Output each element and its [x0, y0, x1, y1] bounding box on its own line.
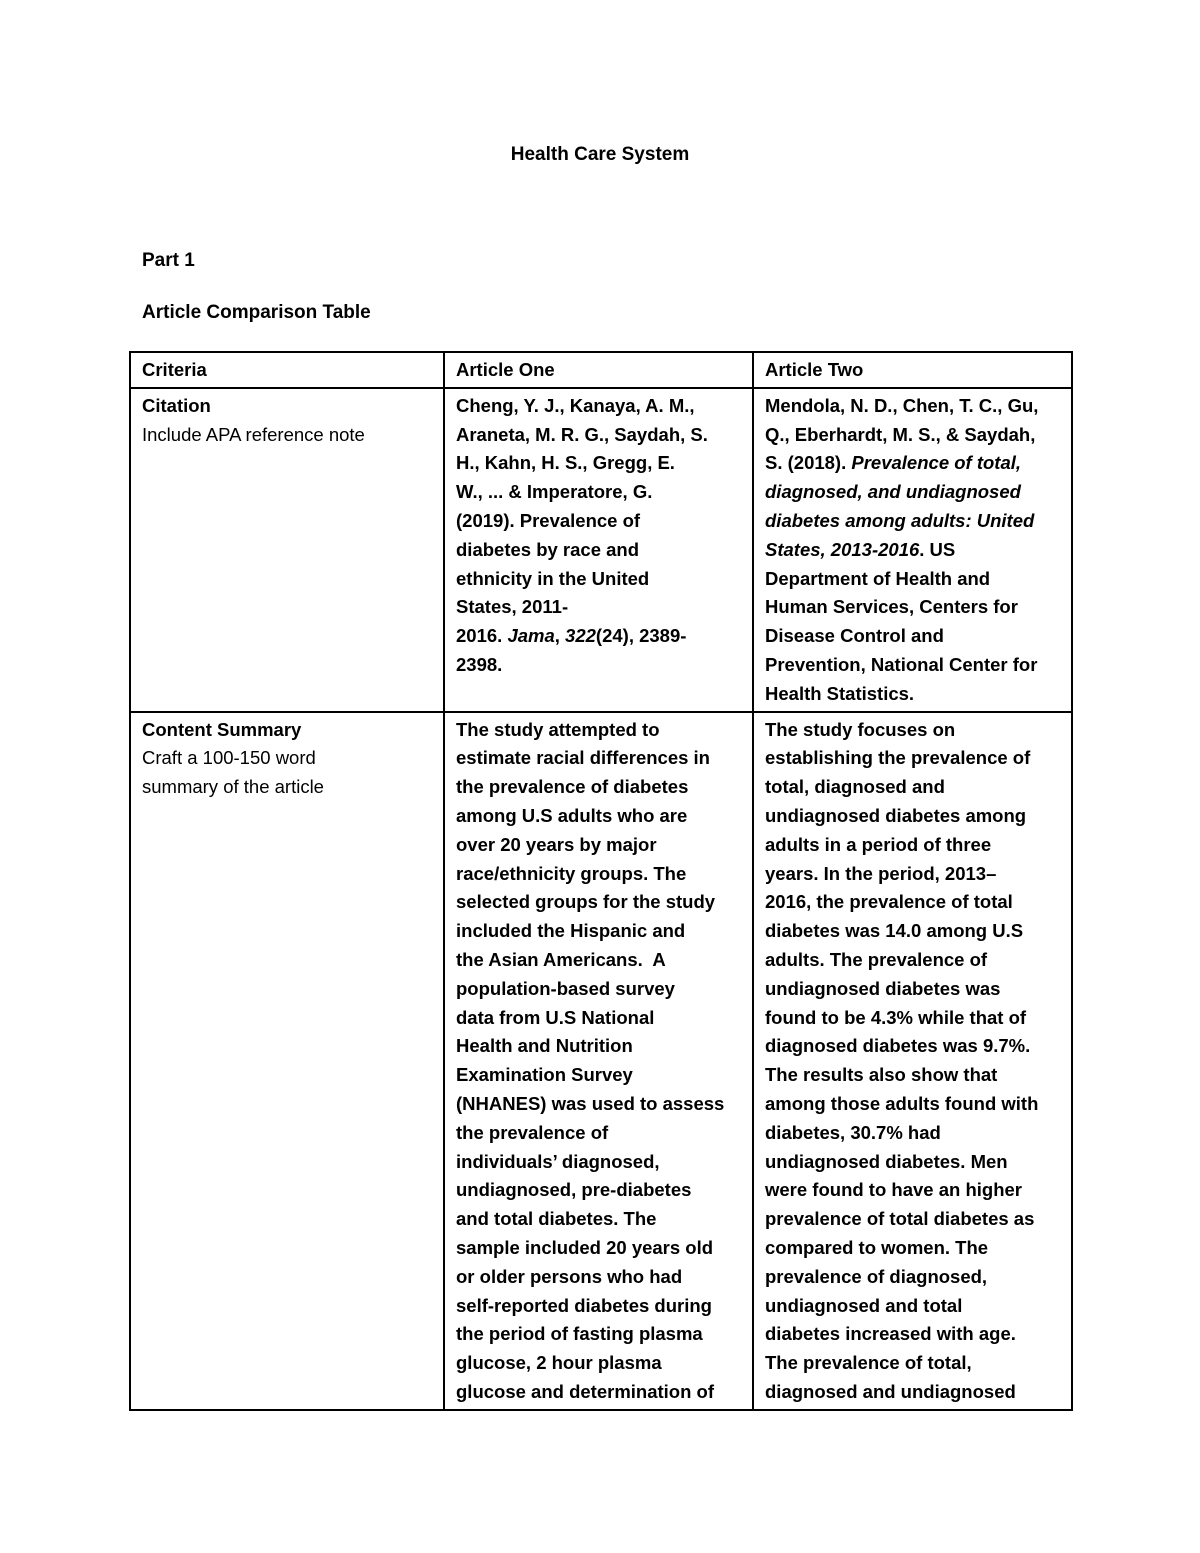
summary-a2-line: undiagnosed diabetes among — [765, 804, 1027, 826]
summary-a1-line: and total diabetes. The — [456, 1208, 657, 1230]
summary-a1-line: individuals’ diagnosed, — [456, 1150, 660, 1172]
citation-criteria-cell — [130, 388, 444, 712]
citation-row — [130, 388, 1072, 712]
summary-a2-line: diagnosed and undiagnosed — [765, 1380, 1016, 1402]
citation-a1-volume: 322 — [565, 625, 596, 647]
summary-a2-line: diabetes, 30.7% had — [765, 1121, 941, 1143]
summary-a2-line: years. In the period, 2013– — [765, 862, 997, 884]
summary-a2-line: The prevalence of total, — [765, 1352, 972, 1374]
citation-a1-line: 2398. — [456, 653, 503, 675]
citation-a2-line: Q., Eberhardt, M. S., & Saydah, — [765, 423, 1036, 445]
citation-criteria-desc: Include APA reference note — [142, 423, 365, 445]
citation-a1-sep: , — [554, 625, 566, 647]
summary-a1-line: the Asian Americans. A — [456, 948, 666, 970]
summary-a2-line: among those adults found with — [765, 1092, 1039, 1114]
citation-a2-line: Department of Health and — [765, 567, 991, 589]
citation-a1-line: Cheng, Y. J., Kanaya, A. M., — [456, 394, 695, 416]
citation-a2-line: Disease Control and — [765, 625, 944, 647]
summary-a1-line: (NHANES) was used to assess — [456, 1092, 725, 1114]
citation-a1-line: W., ... & Imperatore, G. — [456, 481, 653, 503]
citation-a2-line: Mendola, N. D., Chen, T. C., Gu, — [765, 394, 1039, 416]
document-title: Health Care System — [510, 144, 690, 165]
summary-a1-line: undiagnosed, pre-diabetes — [456, 1179, 692, 1201]
summary-a2-line: diagnosed diabetes was 9.7%. — [765, 1035, 1031, 1057]
summary-article-one-cell — [444, 712, 753, 1410]
summary-a2-line: adults. The prevalence of — [765, 948, 988, 970]
table-heading: Article Comparison Table — [142, 302, 371, 323]
summary-a2-line: found to be 4.3% while that of — [765, 1006, 1027, 1028]
header-article-one: Article One — [444, 352, 753, 388]
summary-a2-line: prevalence of total diabetes as — [765, 1208, 1035, 1230]
summary-a2-line: 2016, the prevalence of total — [765, 891, 1013, 913]
summary-criteria-desc: summary of the article — [142, 776, 324, 798]
summary-a1-line: sample included 20 years old — [456, 1236, 714, 1258]
header-article-two: Article Two — [753, 352, 1072, 388]
summary-a1-line: race/ethnicity groups. The — [456, 862, 687, 884]
citation-a1-line: Araneta, M. R. G., Saydah, S. — [456, 423, 708, 445]
citation-a2-title: diagnosed, and undiagnosed — [765, 481, 1021, 503]
summary-a1-line: glucose, 2 hour plasma — [456, 1352, 662, 1374]
citation-criteria-title: Citation — [142, 394, 211, 416]
summary-a2-line: total, diagnosed and — [765, 776, 945, 798]
citation-a1-line: (2019). Prevalence of — [456, 509, 641, 531]
summary-a2-line: The study focuses on — [765, 718, 956, 740]
summary-a2-line: compared to women. The — [765, 1236, 989, 1258]
citation-article-two-cell — [753, 388, 1072, 712]
summary-article-two-cell — [753, 712, 1072, 1410]
citation-a2-line: Prevention, National Center for — [765, 653, 1038, 675]
summary-criteria-cell — [130, 712, 444, 1410]
citation-article-one-cell — [444, 388, 753, 712]
summary-a1-line: The study attempted to — [456, 718, 660, 740]
citation-a1-line: States, 2011- — [456, 596, 569, 618]
summary-a1-line: self-reported diabetes during — [456, 1294, 712, 1316]
citation-a2-title: diabetes among adults: United — [765, 509, 1035, 531]
summary-a2-line: diabetes increased with age. — [765, 1323, 1016, 1345]
citation-a2-line — [765, 536, 1061, 565]
summary-a1-line: the prevalence of diabetes — [456, 776, 689, 798]
summary-a1-line: selected groups for the study — [456, 891, 716, 913]
summary-a2-line: undiagnosed diabetes was — [765, 977, 1001, 999]
summary-a2-line: prevalence of diagnosed, — [765, 1265, 988, 1287]
summary-a1-line: the prevalence of — [456, 1121, 609, 1143]
summary-a2-line: adults in a period of three — [765, 833, 992, 855]
part-label: Part 1 — [142, 250, 195, 271]
citation-a2-publisher: . US — [919, 538, 956, 560]
summary-a2-line: establishing the prevalence of — [765, 747, 1031, 769]
summary-a2-line: The results also show that — [765, 1064, 998, 1086]
citation-a2-title: States, 2013-2016 — [765, 538, 920, 560]
citation-a2-line — [765, 449, 1061, 478]
citation-a2-line: Health Statistics. — [765, 682, 915, 704]
summary-a1-line: the period of fasting plasma — [456, 1323, 703, 1345]
citation-a1-line: diabetes by race and — [456, 538, 640, 560]
summary-criteria-title: Content Summary — [142, 718, 302, 740]
article-comparison-table — [129, 351, 1073, 1411]
citation-a2-title: Prevalence of total, — [851, 452, 1022, 474]
content-summary-row — [130, 712, 1072, 1410]
summary-a2-line: undiagnosed diabetes. Men — [765, 1150, 1008, 1172]
summary-a1-line: among U.S adults who are — [456, 804, 688, 826]
summary-a1-line: Examination Survey — [456, 1064, 633, 1086]
summary-a2-line: undiagnosed and total — [765, 1294, 963, 1316]
summary-a1-line: or older persons who had — [456, 1265, 683, 1287]
summary-a1-line: glucose and determination of — [456, 1380, 714, 1402]
citation-a1-line: H., Kahn, H. S., Gregg, E. — [456, 452, 675, 474]
summary-criteria-desc: Craft a 100-150 word — [142, 747, 316, 769]
summary-a2-line: diabetes was 14.0 among U.S — [765, 920, 1024, 942]
citation-a2-line: Human Services, Centers for — [765, 596, 1018, 618]
summary-a1-line: data from U.S National — [456, 1006, 655, 1028]
citation-a1-line — [456, 622, 742, 651]
citation-a1-line: ethnicity in the United — [456, 567, 650, 589]
citation-a1-journal: Jama — [507, 625, 555, 647]
summary-a1-line: over 20 years by major — [456, 833, 657, 855]
table-header-row — [130, 352, 1072, 388]
summary-a1-line: estimate racial differences in — [456, 747, 710, 769]
summary-a1-line: Health and Nutrition — [456, 1035, 633, 1057]
summary-a1-line: included the Hispanic and — [456, 920, 686, 942]
citation-a1-pages: (24), 2389- — [595, 625, 687, 647]
citation-a2-authors-year: S. (2018). — [765, 452, 852, 474]
header-criteria: Criteria — [130, 352, 444, 388]
summary-a2-line: were found to have an higher — [765, 1179, 1022, 1201]
citation-a1-year: 2016. — [456, 625, 508, 647]
summary-a1-line: population-based survey — [456, 977, 675, 999]
